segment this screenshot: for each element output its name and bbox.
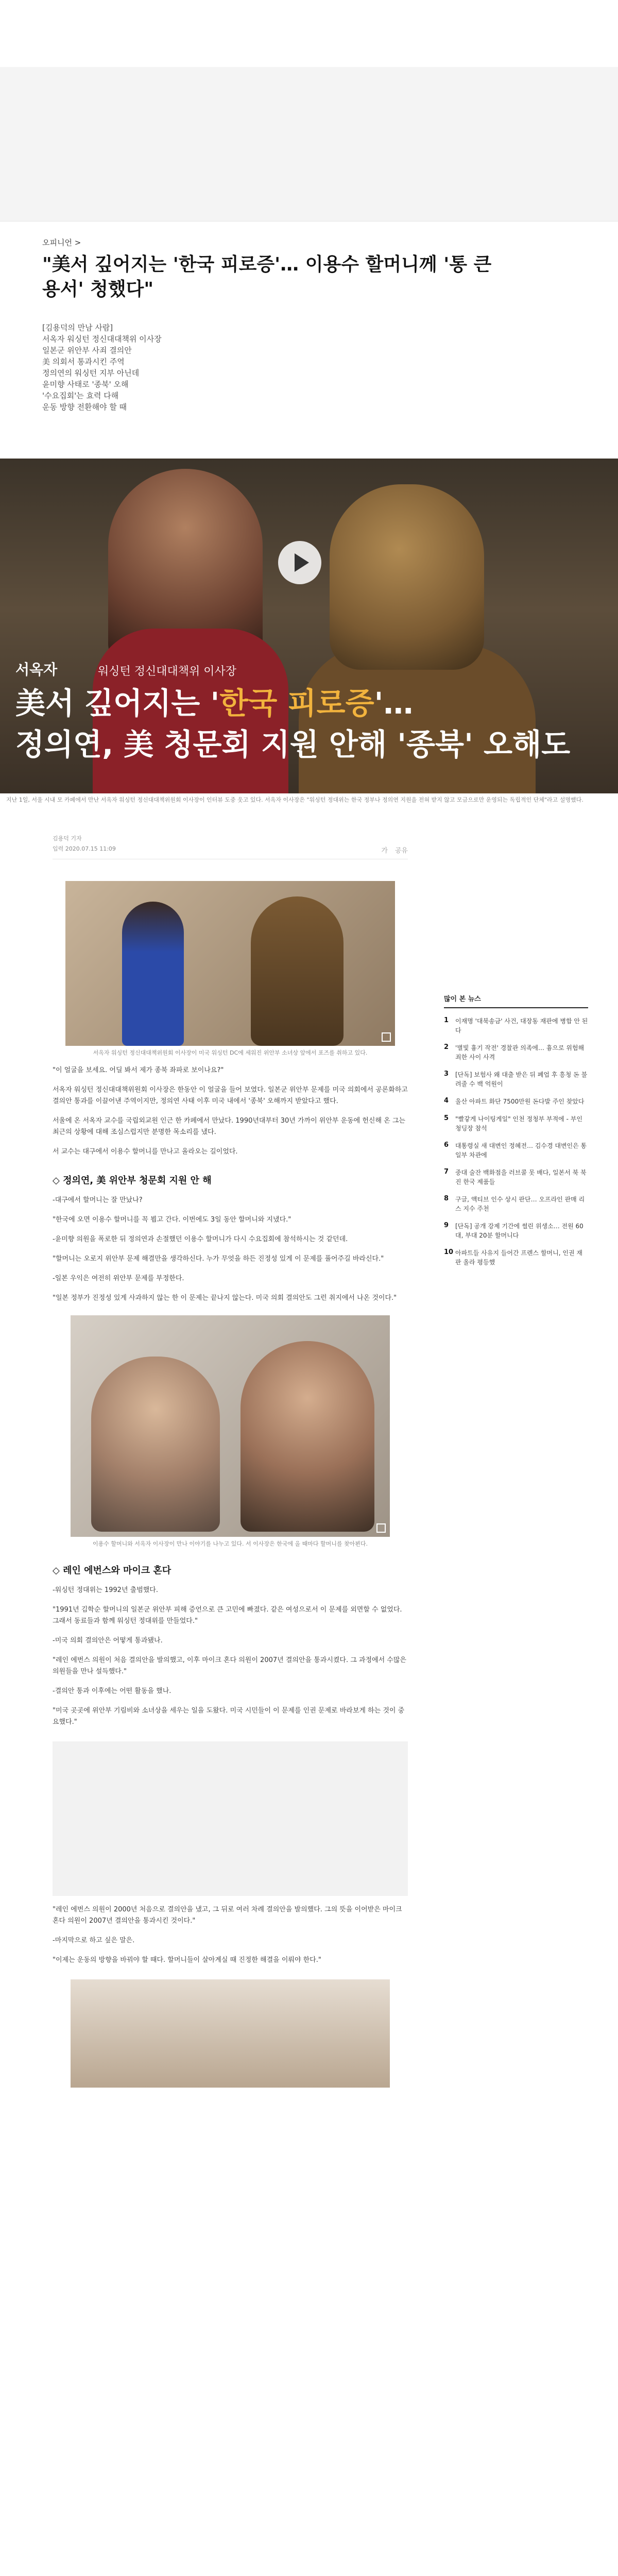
ranked-news-title[interactable]: '별빛 흉기 작전' 경찰관 의족에… 흉으로 위험해 죄한 사이 사격 bbox=[455, 1044, 585, 1061]
summary-line: 운동 방향 전환해야 할 때 bbox=[42, 402, 127, 412]
expand-icon[interactable] bbox=[376, 1523, 386, 1533]
article-photo[interactable] bbox=[71, 1315, 390, 1537]
summary-line: 일본군 위안부 사죄 결의안 bbox=[42, 346, 132, 355]
paragraph: -워싱턴 정대위는 1992년 출범했다. bbox=[53, 1586, 159, 1594]
rank-number: 2 bbox=[444, 1043, 449, 1051]
sidebar-heading: 많이 본 뉴스 bbox=[444, 993, 588, 1008]
ranked-news-item[interactable] bbox=[444, 1168, 588, 1187]
rank-number: 6 bbox=[444, 1141, 449, 1149]
hero-headline-line1 bbox=[15, 685, 413, 721]
ranked-news-item[interactable] bbox=[444, 1195, 588, 1213]
rank-number: 3 bbox=[444, 1070, 449, 1078]
article-tools bbox=[381, 845, 408, 855]
hero-title: 워싱턴 정신대대책위 이사장 bbox=[98, 665, 237, 678]
ranked-news-title[interactable]: 대통령실 새 대변인 정혜전… 김수경 대변인은 통일부 차관에 bbox=[455, 1142, 587, 1159]
ranked-news-title[interactable]: 이재명 '대북송금' 사건, 대장동 재판에 병합 안 된다 bbox=[455, 1018, 588, 1034]
ranked-news-title[interactable]: 아파트들 사유지 들어간 프렌스 할머니, 인권 재판 올라 평등했 bbox=[455, 1249, 582, 1266]
hero-caption: 지난 1일, 서울 시내 모 카페에서 만난 서옥자 워싱턴 정신대대책위원회 이사장이 인터뷰 도중 웃고 있다. 서옥자 이사장은 "워싱턴 정대위는 한국 정부나 정의연 지원을 전혀 받지 않고 모금으로만 운영되는 독립적인 단체"라고 설명했다. bbox=[6, 796, 583, 803]
photo-caption: 이용수 할머니와 서옥자 이사장이 만나 이야기를 나누고 있다. 서 이사장은 한국에 올 때마다 할머니를 찾아뵌다. bbox=[92, 1540, 368, 1547]
ranked-news-item[interactable] bbox=[444, 1070, 588, 1089]
ranked-news-title[interactable]: [단독] 공개 강제 기간에 썰린 위생소… 전원 60대, 부대 20분 할머니다 bbox=[455, 1223, 583, 1239]
ranked-news-item[interactable] bbox=[444, 1016, 588, 1035]
hero-line1-highlight: 한국 피로증 bbox=[219, 686, 374, 721]
paragraph: "할머니는 오로지 위안부 문제 해결만을 생각하신다. 누가 무엇을 하든 진정성 있게 이 문제를 풀어주길 바라신다." bbox=[53, 1255, 384, 1263]
summary-line: 美 의회서 통과시킨 주역 bbox=[42, 357, 125, 366]
rank-number: 8 bbox=[444, 1195, 449, 1202]
paragraph: -일본 우익은 여전히 위안부 문제를 부정한다. bbox=[53, 1275, 184, 1282]
paragraph: 서옥자 워싱턴 정신대대책위원회 이사장은 한동안 이 얼굴을 들어 보였다. 일본군 위안부 문제를 미국 의회에서 공론화하고 결의안 통과를 이끌어낸 주역이지만, 정의연 사태 이후 미국 내에서 '종북' 오해까지 받았다고 했다. bbox=[53, 1086, 408, 1105]
article-summary-bullets bbox=[42, 322, 403, 413]
ranked-news-item[interactable] bbox=[444, 1114, 588, 1133]
byline: 김용덕 기자 bbox=[53, 835, 82, 842]
rank-number: 10 bbox=[444, 1248, 454, 1256]
paragraph: "1991년 김학순 할머니의 일본군 위안부 피해 증언으로 큰 고민에 빠졌다. 같은 여성으로서 이 문제를 외면할 수 없었다. 그래서 동료들과 함께 워싱턴 정대위를 만들었다." bbox=[53, 1606, 402, 1625]
article-photo[interactable] bbox=[65, 881, 395, 1046]
publish-date: 입력 2020.07.15 11:09 bbox=[53, 845, 116, 852]
ranked-news-item[interactable] bbox=[444, 1141, 588, 1160]
paragraph: -대구에서 할머니는 잘 만났나? bbox=[53, 1196, 143, 1204]
paragraph: 서울에 온 서옥자 교수를 국립외교원 인근 한 카페에서 만났다. 1990년대부터 30년 가까이 위안부 운동에 헌신해 온 그는 최근의 상황에 대해 조심스럽지만 분명한 목소리를 냈다. bbox=[53, 1117, 405, 1136]
rank-number: 9 bbox=[444, 1222, 449, 1229]
ranked-news-item[interactable] bbox=[444, 1248, 588, 1267]
font-size-icon[interactable]: 가 bbox=[381, 847, 388, 855]
rank-number: 1 bbox=[444, 1016, 449, 1024]
rank-number: 5 bbox=[444, 1114, 449, 1122]
summary-line: '수요집회'는 효력 다해 bbox=[42, 391, 119, 400]
hero-statue-figure bbox=[330, 484, 484, 670]
share-icon[interactable]: 공유 bbox=[394, 847, 408, 855]
summary-line: 서옥자 워싱턴 정신대대책위 이사장 bbox=[42, 334, 162, 344]
paragraph: "미국 곳곳에 위안부 기림비와 소녀상을 세우는 일을 도왔다. 미국 시민들이 이 문제를 인권 문제로 바라보게 하는 것이 중요했다." bbox=[53, 1707, 405, 1726]
ranked-news-title[interactable]: 중대 술잔 백화점을 러브콜 못 배다, 일본서 북 북진 한국 제품들 bbox=[455, 1169, 587, 1185]
ranked-news-item[interactable] bbox=[444, 1043, 588, 1062]
top-ad-banner bbox=[0, 67, 618, 222]
ranked-news-item[interactable] bbox=[444, 1222, 588, 1240]
hero-name: 서옥자 bbox=[15, 661, 58, 678]
summary-line: 정의연의 워싱턴 지부 아닌데 bbox=[42, 368, 140, 378]
photo-statue-figure bbox=[251, 896, 344, 1046]
paragraph: -윤미향 의원을 폭로한 뒤 정의연과 손절했던 이용수 할머니가 다시 수요집회에 참석하시는 것 같던데. bbox=[53, 1235, 348, 1243]
hero-video[interactable] bbox=[0, 459, 618, 793]
summary-line: 윤미향 사태로 '종북' 오해 bbox=[42, 380, 129, 389]
hero-line1-a: 美서 깊어지는 ' bbox=[15, 686, 220, 721]
section-heading: ◇ 정의연, 美 위안부 청문회 지원 안 해 bbox=[53, 1175, 212, 1186]
paragraph: -미국 의회 결의안은 어떻게 통과됐나. bbox=[53, 1637, 163, 1645]
hero-headline-line2: 정의연, 美 청문회 지원 안해 '종북' 오해도 bbox=[15, 727, 571, 762]
photo-person-figure bbox=[122, 902, 184, 1046]
paragraph: "이 얼굴을 보세요. 어딜 봐서 제가 종북 좌파로 보이나요?" bbox=[53, 1066, 224, 1074]
inline-ad bbox=[53, 1741, 408, 1896]
photo-man-figure bbox=[91, 1357, 220, 1532]
play-icon[interactable] bbox=[278, 541, 321, 584]
section-heading: ◇ 레인 에번스와 마이크 혼다 bbox=[53, 1565, 171, 1576]
expand-icon[interactable] bbox=[382, 1032, 391, 1042]
article-headline: "美서 깊어지는 '한국 피로증'… 이용수 할머니께 '통 큰 용서' 청했다" bbox=[42, 254, 492, 300]
article-meta-row bbox=[53, 845, 408, 859]
paragraph: "레인 에번스 의원이 처음 결의안을 발의했고, 이후 마이크 혼다 의원이 2007년 결의안을 통과시켰다. 그 과정에서 수많은 의원들을 만나 설득했다." bbox=[53, 1656, 406, 1675]
article-body bbox=[53, 835, 408, 2088]
ranked-news-title[interactable]: 구글, 액티브 인수 상시 판단… 오프라인 판매 리스 지수 주천 bbox=[455, 1196, 585, 1212]
most-viewed-sidebar bbox=[444, 993, 588, 1267]
summary-line: [김용덕의 만남 사람] bbox=[42, 323, 113, 332]
article-photo[interactable] bbox=[71, 1979, 390, 2088]
hero-line1-b: '… bbox=[374, 686, 414, 721]
photo-woman-figure bbox=[241, 1341, 374, 1532]
paragraph: 서 교수는 대구에서 이용수 할머니를 만나고 올라오는 길이었다. bbox=[53, 1148, 238, 1156]
ranked-news-item[interactable] bbox=[444, 1097, 588, 1106]
rank-number: 7 bbox=[444, 1168, 449, 1176]
photo-caption: 서옥자 워싱턴 정신대대책위원회 이사장이 미국 워싱턴 DC에 세워진 위안부 소녀상 앞에서 포즈를 취하고 있다. bbox=[93, 1049, 368, 1056]
ranked-news-title[interactable]: "빨갛게 나이팅게일" 인천 정청부 부적에 - 부인 청딩장 참석 bbox=[455, 1115, 582, 1132]
rank-number: 4 bbox=[444, 1097, 449, 1105]
paragraph: "이제는 운동의 방향을 바꿔야 할 때다. 할머니들이 살아계실 때 진정한 해결을 이뤄야 한다." bbox=[53, 1956, 321, 1964]
section-kicker[interactable]: 오피니언 > bbox=[42, 238, 81, 247]
paragraph: "레인 에번스 의원이 2000년 처음으로 결의안을 냈고, 그 뒤로 여러 차례 결의안을 발의했다. 그의 뜻을 이어받은 마이크 혼다 의원이 2007년 결의안을 통과시킨 것이다." bbox=[53, 1906, 402, 1925]
ranked-news-title[interactable]: [단독] 보험사 왜 대출 받은 뒤 폐업 후 흥청 돈 불려줄 수 백 억원이 bbox=[455, 1071, 588, 1088]
paragraph: "일본 정부가 진정성 있게 사과하지 않는 한 이 문제는 끝나지 않는다. 미국 의회 결의안도 그런 취지에서 나온 것이다." bbox=[53, 1294, 397, 1302]
paragraph: "한국에 오면 이용수 할머니를 꼭 뵙고 간다. 이번에도 3일 동안 할머니와 지냈다." bbox=[53, 1216, 291, 1224]
paragraph: -결의안 통과 이후에는 어떤 활동을 했나. bbox=[53, 1687, 171, 1695]
ranked-news-title[interactable]: 울산 아파트 화단 7500만원 돈다발 주인 찾았다 bbox=[455, 1098, 585, 1105]
paragraph: -마지막으로 하고 싶은 말은. bbox=[53, 1937, 135, 1944]
